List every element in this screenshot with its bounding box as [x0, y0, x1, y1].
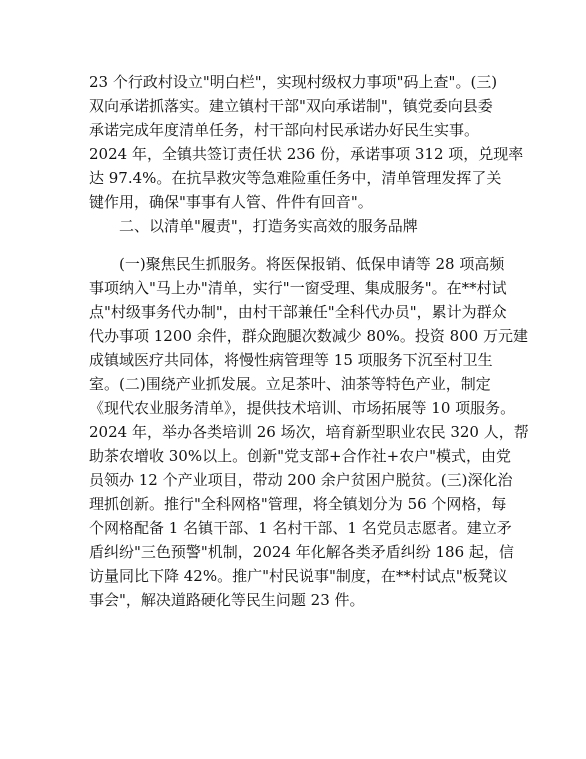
text-line: 点"村级事务代办制"，由村干部兼任"全科代办员"，累计为群众	[89, 303, 507, 321]
text-line: 代办事项 1200 余件，群众跑腿次数减少 80%。投资 800 万元建	[89, 327, 528, 345]
text-line: 盾纠纷"三色预警"机制，2024 年化解各类矛盾纠纷 186 起，信	[89, 543, 514, 561]
text-line: 2024 年，全镇共签订责任状 236 份，承诺事项 312 项，兑现率	[89, 145, 524, 163]
text-line: 承诺完成年度清单任务，村干部向村民承诺办好民生实事。	[89, 121, 480, 139]
text-line: 理抓创新。推行"全科网格"管理，将全镇划分为 56 个网格，每	[89, 495, 507, 513]
text-line: 成镇域医疗共同体，将慢性病管理等 15 项服务下沉至村卫生	[89, 351, 493, 369]
paragraph-commitment-results	[89, 70, 524, 214]
text-line: 键作用，确保"事事有人管、件件有回音"。	[89, 193, 373, 211]
text-line: 达 97.4%。在抗旱救灾等急难险重任务中，清单管理发挥了关	[89, 169, 502, 187]
text-line: 事项纳入"马上办"清单，实行"一窗受理、集成服务"。在**村试	[89, 279, 507, 297]
text-line: 《现代农业服务清单》，提供技术培训、市场拓展等 10 项服务。	[89, 399, 516, 417]
text-line: 事会"，解决道路硬化等民生问题 23 件。	[89, 591, 365, 609]
text-line: 双向承诺抓落实。建立镇村干部"双向承诺制"，镇党委向县委	[89, 97, 493, 115]
section-heading: 二、以清单"履责"，打造务实高效的服务品牌	[119, 217, 418, 235]
text-line: (一)聚焦民生抓服务。将医保报销、低保申请等 28 项高频	[119, 255, 505, 273]
text-line: 室。(二)围绕产业抓发展。立足茶叶、油茶等特色产业，制定	[89, 375, 491, 393]
text-line: 23 个行政村设立"明白栏"，实现村级权力事项"码上查"。(三)	[89, 73, 498, 91]
text-line: 个网格配备 1 名镇干部、1 名村干部、1 名党员志愿者。建立矛	[89, 519, 512, 537]
text-line: 助茶农增收 30%以上。创新"党支部+合作社+农户"模式，由党	[89, 447, 512, 465]
text-line: 员领办 12 个产业项目，带动 200 余户贫困户脱贫。(三)深化治	[89, 471, 513, 489]
text-line: 访量同比下降 42%。推广"村民说事"制度，在**村试点"板凳议	[89, 567, 508, 585]
text-line: 2024 年，举办各类培训 26 场次，培育新型职业农民 320 人，帮	[89, 423, 529, 441]
paragraph-service-brand	[89, 252, 529, 612]
section-heading-block	[89, 214, 509, 238]
